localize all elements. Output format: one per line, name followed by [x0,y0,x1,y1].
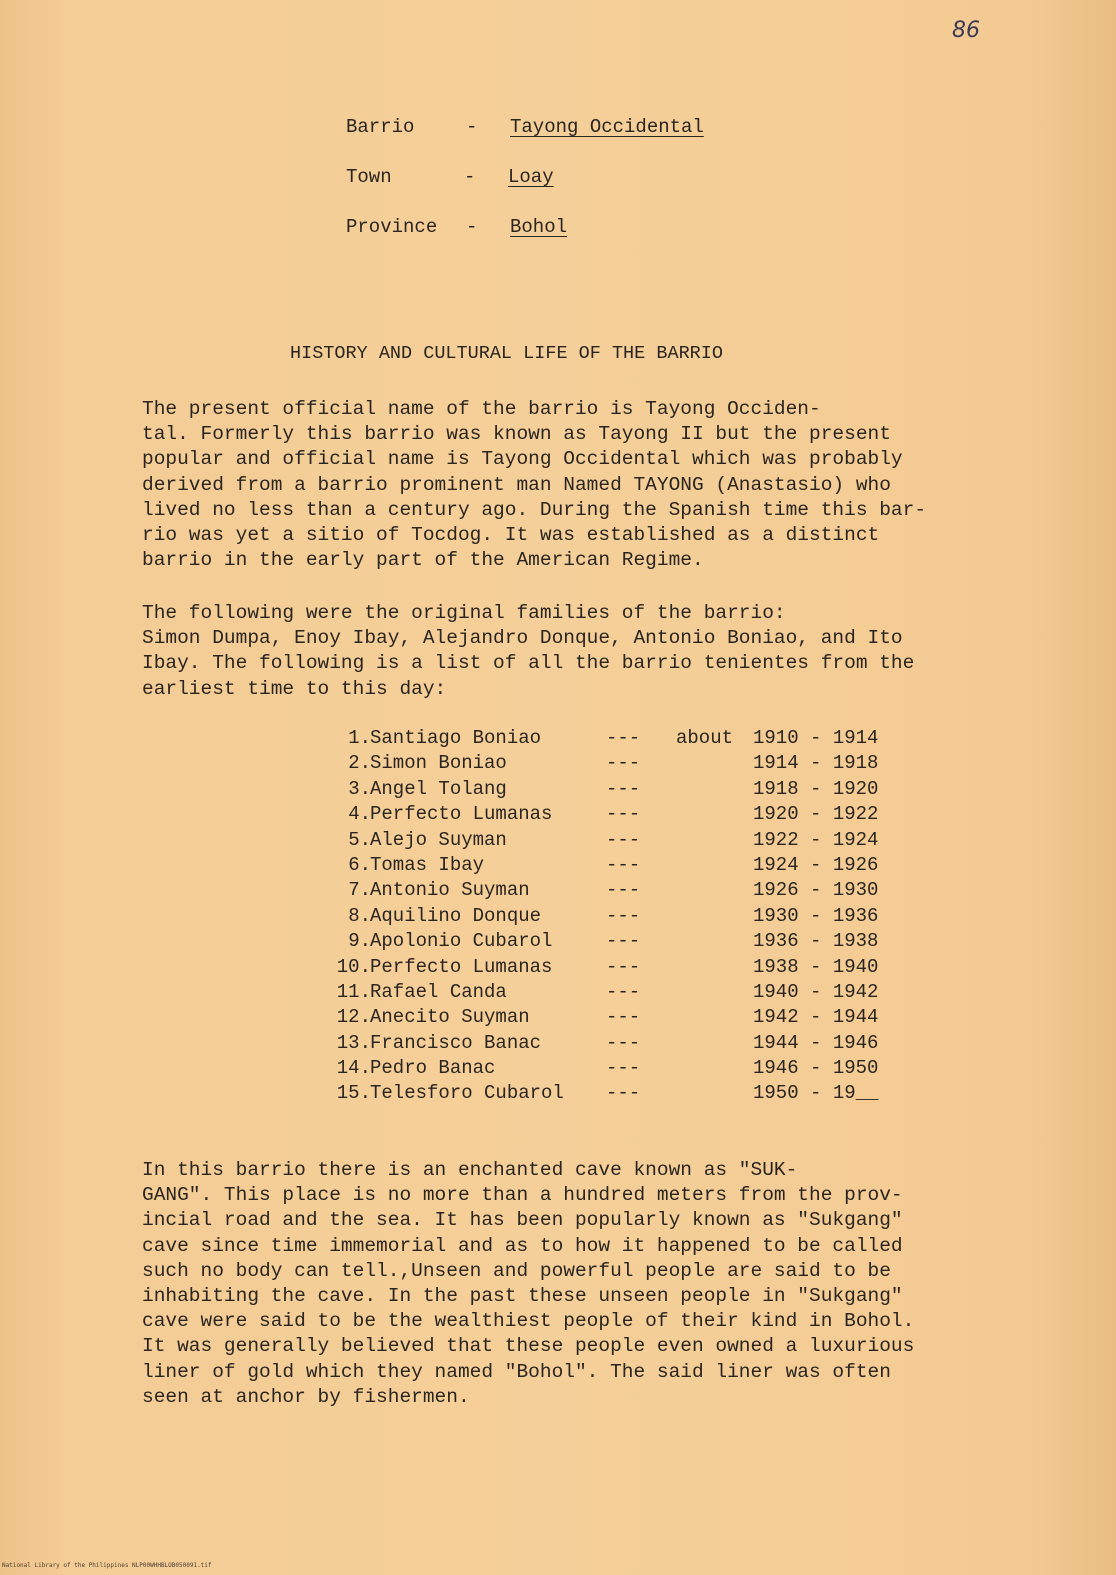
teniente-number: 15. [336,1082,371,1105]
teniente-row [316,1031,916,1056]
paragraph-families: The following were the original families of the barrio: Simon Dumpa, Enoy Ibay, Alejandro Donque, Antonio Boniao, and Ito Ibay. The following is a list of all the barrio tenientes from the earliest time to this day: [142,602,915,700]
teniente-number: 13. [336,1031,371,1054]
teniente-years: 1920 - 1922 [753,803,879,826]
teniente-name: Simon Boniao [370,752,507,775]
barrio-label: Barrio [346,116,415,138]
teniente-name: Francisco Banac [370,1031,542,1054]
header-province [346,216,567,238]
teniente-number: 9. [348,930,371,953]
teniente-name: Anecito Suyman [370,1006,530,1029]
teniente-years: 1936 - 1938 [753,930,879,953]
teniente-about: about [676,727,734,749]
teniente-years: 1924 - 1926 [753,853,879,876]
teniente-number: 7. [348,879,371,902]
town-label: Town [346,166,392,188]
teniente-row [316,904,916,929]
teniente-row [316,726,916,751]
teniente-number: 1. [348,727,371,749]
teniente-name: Angel Tolang [370,777,507,800]
teniente-name: Perfecto Lumanas [370,955,553,978]
teniente-number: 8. [348,904,371,927]
teniente-name: Rafael Canda [370,980,507,1003]
barrio-value: Tayong Occidental [510,116,704,138]
paragraph-cave: In this barrio there is an enchanted cave known as "SUK- GANG". This place is no more than a hundred meters from the prov- incial road and the sea. It has been popularly known as "Sukgang" cave since time immemorial and as to how it happened to be called such no body can tell.,Unseen and powerful people are said to be inhabiting the cave. In the past these unseen people in "Sukgang" cave were said to be the wealthiest people of their kind in Bohol. It was generally believed that these people even owned a luxurious liner of gold which they named "Bohol". The said liner was often seen at anchor by fishermen. [142,1159,915,1408]
teniente-number: 5. [348,828,371,851]
teniente-years: 1950 - 19__ [753,1082,879,1105]
teniente-dash: --- [606,777,641,800]
teniente-number: 11. [336,980,371,1003]
teniente-name: Alejo Suyman [370,828,507,851]
teniente-dash: --- [606,1031,641,1054]
teniente-number: 10. [336,955,371,978]
teniente-years: 1918 - 1920 [753,777,879,800]
province-label: Province [346,216,438,238]
teniente-years: 1910 - 1914 [753,727,879,749]
teniente-row [316,1056,916,1081]
teniente-dash: --- [606,879,641,902]
teniente-dash: --- [606,1006,641,1029]
teniente-row [316,955,916,980]
teniente-row [316,1005,916,1030]
teniente-number: 14. [336,1057,371,1080]
teniente-dash: --- [606,980,641,1003]
teniente-years: 1914 - 1918 [753,752,879,775]
province-value: Bohol [510,216,568,238]
teniente-dash: --- [606,930,641,953]
teniente-dash: --- [606,955,641,978]
teniente-row [316,777,916,802]
teniente-name: Santiago Boniao [370,727,542,749]
teniente-years: 1930 - 1936 [753,904,879,927]
teniente-dash: --- [606,1082,641,1105]
teniente-dash: --- [606,752,641,775]
footer-source: National Library of the Philippines NLP00WHHBLOB050091.tif [2,1562,212,1569]
teniente-name: Aquilino Donque [370,904,542,927]
teniente-years: 1946 - 1950 [753,1057,879,1080]
teniente-number: 12. [336,1006,371,1029]
teniente-number: 6. [348,853,371,876]
town-dash: - [464,166,476,188]
teniente-number: 4. [348,803,371,826]
teniente-years: 1922 - 1924 [753,828,879,851]
teniente-row [316,878,916,903]
teniente-name: Perfecto Lumanas [370,803,553,826]
section-title: HISTORY AND CULTURAL LIFE OF THE BARRIO [290,343,723,364]
teniente-dash: --- [606,1057,641,1080]
teniente-dash: --- [606,727,641,749]
teniente-row [316,853,916,878]
teniente-dash: --- [606,828,641,851]
header-town [346,166,554,188]
teniente-row [316,828,916,853]
header-barrio [346,116,704,138]
teniente-row [316,929,916,954]
paragraph-history: The present official name of the barrio is Tayong Occiden- tal. Formerly this barrio was known as Tayong II but the present popular and official name is Tayong Occidental which was probably derived from a barrio prominent man Named TAYONG (Anastasio) who lived no less than a century ago. During the Spanish time this bar- rio was yet a sitio of Tocdog. It was established as a distinct barrio in the early part of the American Regime. [142,398,927,572]
teniente-name: Tomas Ibay [370,853,485,876]
teniente-name: Telesforo Cubarol [370,1082,564,1105]
province-dash: - [466,216,478,238]
teniente-number: 3. [348,777,371,800]
teniente-years: 1926 - 1930 [753,879,879,902]
barrio-dash: - [466,116,478,138]
teniente-row [316,980,916,1005]
teniente-row [316,1081,916,1106]
teniente-dash: --- [606,853,641,876]
teniente-years: 1938 - 1940 [753,955,879,978]
teniente-years: 1944 - 1946 [753,1031,879,1054]
teniente-name: Apolonio Cubarol [370,930,553,953]
tenientes-list [316,726,916,1107]
teniente-dash: --- [606,803,641,826]
teniente-years: 1940 - 1942 [753,980,879,1003]
teniente-name: Pedro Banac [370,1057,496,1080]
town-value: Loay [508,166,554,188]
teniente-row [316,751,916,776]
page-number: 86 [952,18,980,43]
teniente-name: Antonio Suyman [370,879,530,902]
teniente-years: 1942 - 1944 [753,1006,879,1029]
teniente-dash: --- [606,904,641,927]
teniente-row [316,802,916,827]
teniente-number: 2. [348,752,371,775]
